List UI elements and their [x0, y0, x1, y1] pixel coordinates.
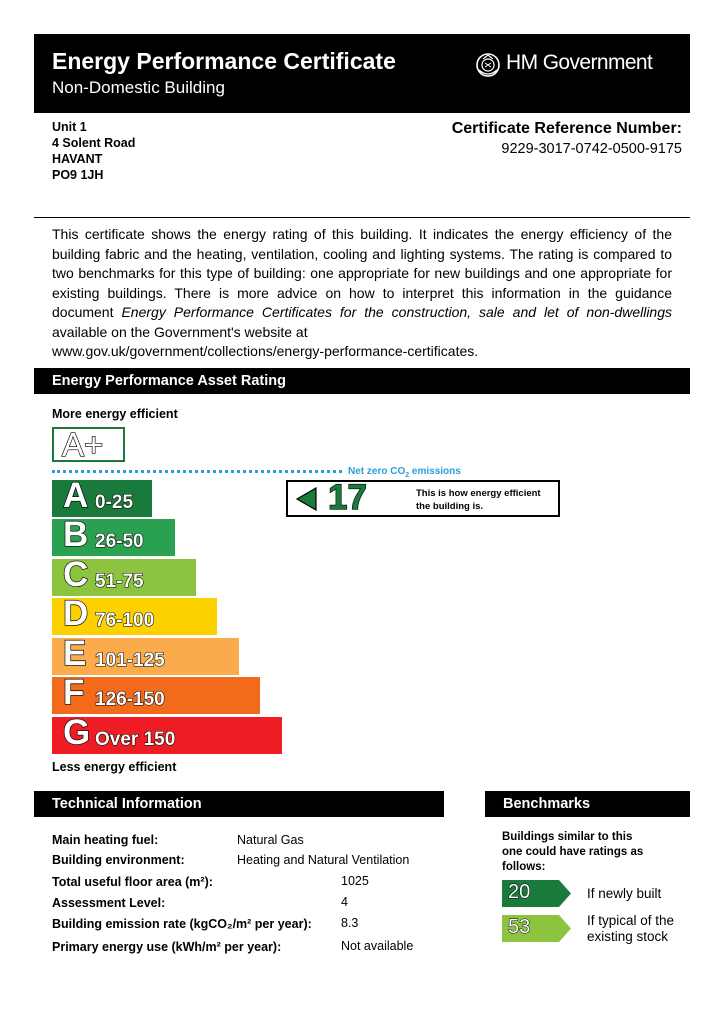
address-line-2: 4 Solent Road	[52, 136, 136, 150]
benchmark-existing-stock-value: 53	[508, 916, 531, 938]
document-subtitle: Non-Domestic Building	[52, 78, 225, 97]
rating-band-a	[52, 480, 152, 517]
band-letter: A	[63, 480, 89, 515]
certificate-reference-number: 9229-3017-0742-0500-9175	[501, 141, 682, 157]
less-efficient-label: Less energy efficient	[52, 760, 177, 774]
band-letter: G	[63, 717, 91, 752]
divider	[34, 217, 690, 218]
rating-band-aplus	[52, 427, 125, 462]
tech-value-building-environment: Heating and Natural Ventilation	[237, 853, 410, 867]
tech-value-emission-rate: 8.3	[341, 916, 359, 930]
tech-label-emission-rate: Building emission rate (kgCO₂/m² per year):	[52, 917, 312, 931]
guidance-document-title: Energy Performance Certificates for the construction, sale and let of non-dwellings	[121, 304, 673, 320]
tech-value-floor-area: 1025	[341, 874, 369, 888]
benchmarks-header: Benchmarks	[485, 791, 690, 817]
tech-value-primary-energy: Not available	[341, 939, 414, 953]
rating-caption: This is how energy efficient the building is.	[416, 488, 541, 512]
technical-information-header: Technical Information	[34, 791, 444, 817]
rating-band-e	[52, 638, 239, 675]
address-line-3: HAVANT	[52, 152, 103, 166]
band-letter: B	[63, 519, 89, 554]
benchmark-new-build-description: If newly built	[587, 886, 662, 901]
address-line-1: Unit 1	[52, 120, 87, 134]
more-efficient-label: More energy efficient	[52, 407, 178, 421]
certificate-header	[34, 34, 690, 113]
benchmark-new-build	[502, 880, 572, 912]
intro-paragraph	[52, 225, 672, 362]
tech-value-assessment-level: 4	[341, 895, 348, 909]
hm-government-text: HM Government	[506, 51, 653, 74]
rating-band-g	[52, 717, 282, 754]
benchmark-existing-stock-description: If typical of the existing stock	[587, 913, 675, 944]
rating-pointer-arrow-icon	[296, 487, 318, 511]
document-title: Energy Performance Certificate	[52, 48, 396, 74]
band-range: 126-150	[95, 689, 165, 710]
rating-band-c	[52, 559, 196, 596]
certificate-reference-label: Certificate Reference Number:	[451, 120, 682, 137]
net-zero-dotted-line	[52, 470, 342, 473]
hm-government-logo	[474, 50, 670, 80]
rating-band-f	[52, 677, 260, 714]
band-range: Over 150	[95, 729, 176, 750]
band-range: 101-125	[95, 650, 165, 671]
tech-label-building-environment: Building environment:	[52, 853, 185, 867]
building-rating-indicator	[286, 480, 560, 517]
band-range: 76-100	[95, 610, 155, 631]
band-letter: C	[63, 559, 89, 594]
band-aplus-letter: A+	[62, 426, 104, 463]
band-range: 0-25	[95, 492, 134, 513]
tech-label-floor-area: Total useful floor area (m²):	[52, 875, 213, 889]
rating-band-d	[52, 598, 217, 635]
building-rating-value: 17	[328, 478, 367, 517]
intro-text-continued: available on the Government's website at	[52, 323, 308, 340]
tech-label-heating-fuel: Main heating fuel:	[52, 833, 159, 847]
band-letter: F	[63, 677, 85, 712]
benchmark-existing-stock	[502, 915, 572, 947]
intro-text: This certificate shows the energy rating of this building. It indicates the energy efficiency of the building fabric and the heating, ventilation, cooling and lighting systems. The rating is compared to two benchmarks for this type of building: one appropriate for new buildings and one appropriate for existing buildings. There is more advice on how to interpret this information in the guidance document	[52, 226, 672, 320]
tech-label-primary-energy: Primary energy use (kWh/m² per year):	[52, 940, 282, 954]
band-letter: D	[63, 598, 89, 633]
band-range: 51-75	[95, 571, 144, 592]
benchmark-new-build-value: 20	[508, 881, 531, 903]
rating-band-b	[52, 519, 175, 556]
band-letter: E	[63, 638, 87, 673]
tech-label-assessment-level: Assessment Level:	[52, 896, 166, 910]
government-website-url: www.gov.uk/government/collections/energy-performance-certificates.	[52, 343, 479, 359]
tech-value-heating-fuel: Natural Gas	[237, 833, 304, 847]
asset-rating-section-header: Energy Performance Asset Rating	[34, 368, 690, 394]
band-range: 26-50	[95, 531, 144, 552]
address-postcode: PO9 1JH	[52, 168, 104, 182]
benchmarks-intro: Buildings similar to this one could have ratings as follows:	[502, 831, 644, 873]
net-zero-label: Net zero $CO_2$ emissions	[348, 466, 461, 479]
royal-crest-icon	[474, 52, 502, 78]
